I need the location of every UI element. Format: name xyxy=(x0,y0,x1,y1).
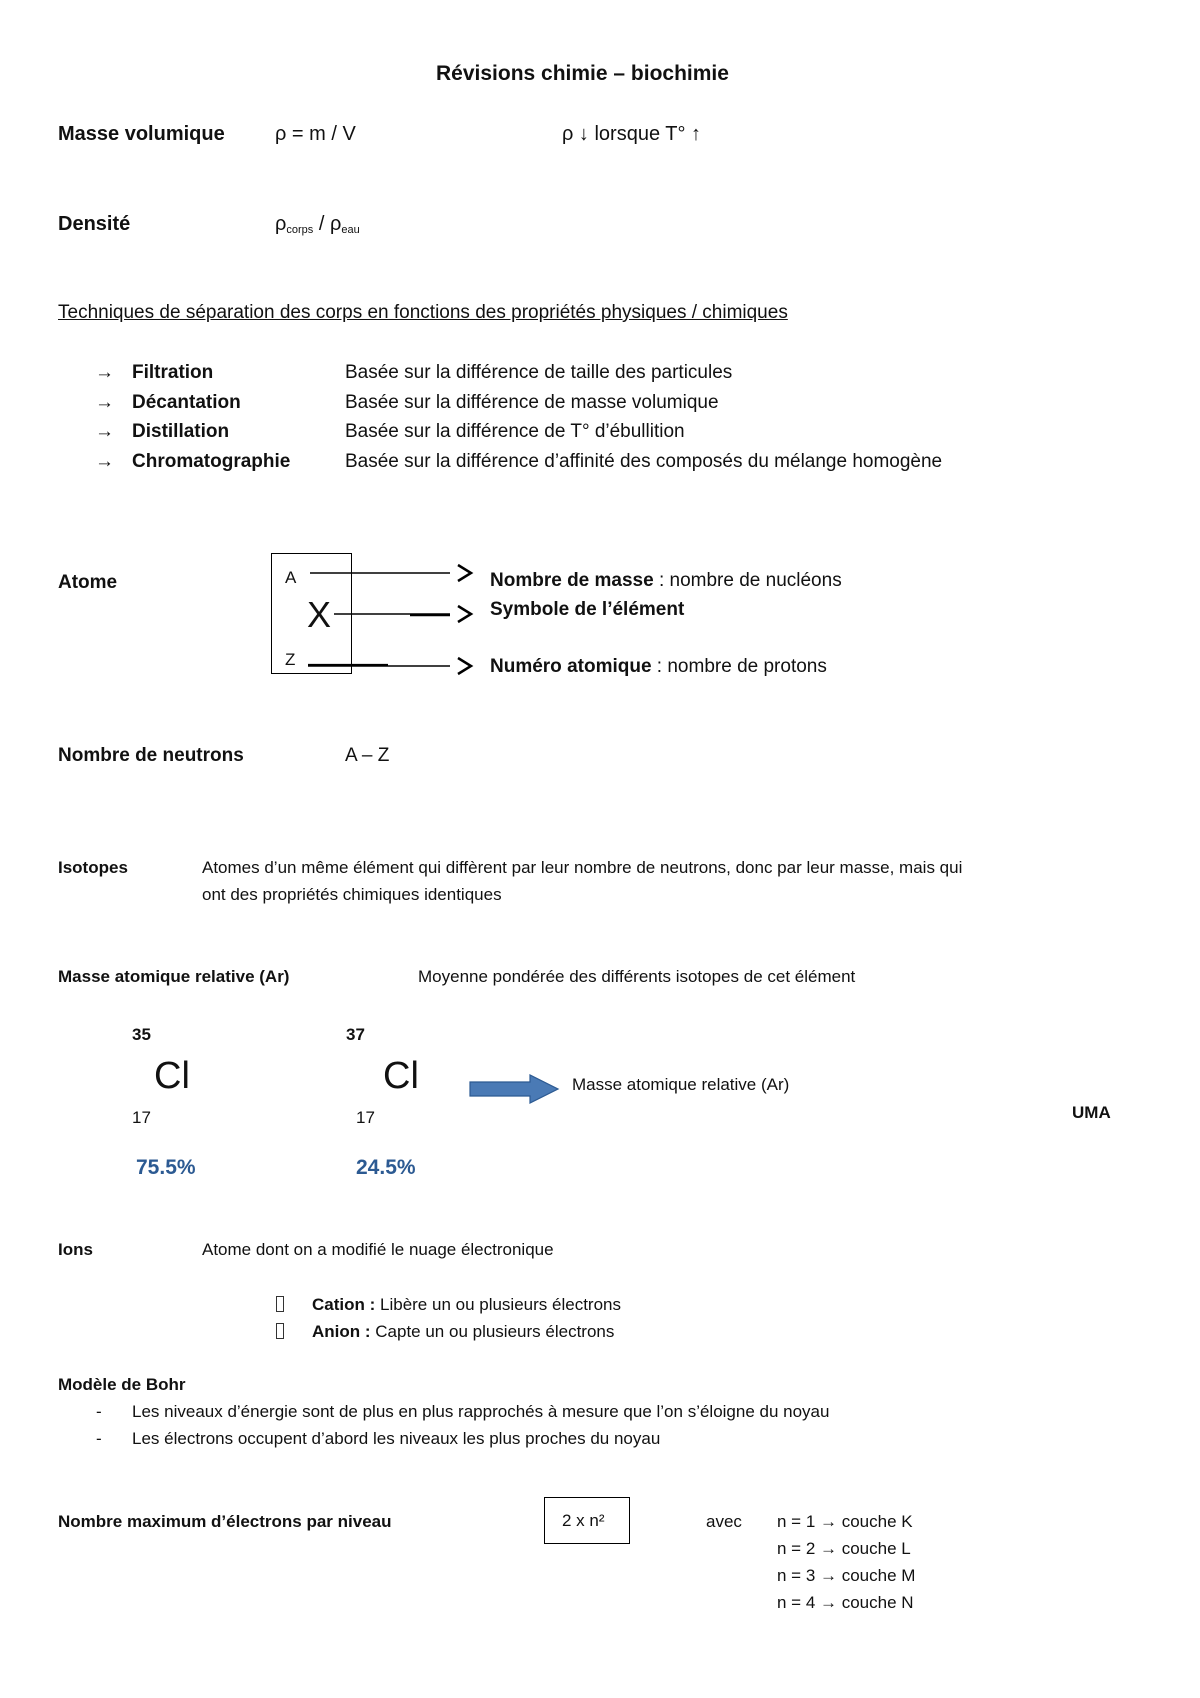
cation-def: Libère un ou plusieurs électrons xyxy=(375,1295,621,1314)
separation-heading: Techniques de séparation des corps en fonctions des propriétés physiques / chimiques xyxy=(58,302,788,323)
ions-label: Ions xyxy=(58,1240,93,1259)
cl35-mass: 35 xyxy=(132,1025,151,1044)
level-m: n = 3 → couche M xyxy=(777,1566,916,1585)
atomic-number-text: : nombre de protons xyxy=(651,656,827,677)
sub-eau: eau xyxy=(341,224,360,236)
technique-name: Filtration xyxy=(132,362,214,383)
avec-label: avec xyxy=(706,1512,742,1531)
rho-corps: ρ xyxy=(275,213,287,235)
mass-number-text: : nombre de nucléons xyxy=(653,570,842,591)
cl37-symbol: Cl xyxy=(383,1055,419,1097)
atom-box-a: A xyxy=(285,568,297,587)
atomic-number-def xyxy=(490,656,827,678)
mass-arrowhead xyxy=(458,565,471,581)
bohr-item-1: Les niveaux d’énergie sont de plus en plus rapprochés à mesure que l’on s’éloigne du noyau xyxy=(132,1402,830,1421)
technique-desc: Basée sur la différence de taille des particules xyxy=(345,362,733,383)
chlore-result: Masse atomique relative (Ar) xyxy=(572,1075,790,1094)
technique-desc: Basée sur la différence d’affinité des composés du mélange homogène xyxy=(345,451,943,472)
uma-unit: UMA xyxy=(1072,1103,1111,1122)
technique-name: Décantation xyxy=(132,392,241,413)
technique-desc: Basée sur la différence de T° d’ébullition xyxy=(345,421,685,442)
atom-box-x: X xyxy=(307,594,332,635)
dash-icon: - xyxy=(96,1429,102,1448)
bullet-icon xyxy=(276,1296,284,1312)
technique-name: Chromatographie xyxy=(132,451,291,472)
list-item xyxy=(95,451,114,473)
isotopes-label: Isotopes xyxy=(58,858,128,877)
isotopes-def-line1: Atomes d’un même élément qui diffèrent par leur nombre de neutrons, donc par leur masse, mais qui xyxy=(202,858,963,877)
densite-formula xyxy=(275,213,360,236)
masse-atomique-def: Moyenne pondérée des différents isotopes de cet élément xyxy=(418,967,856,986)
mass-number-def xyxy=(490,570,842,592)
bullet-icon xyxy=(276,1323,284,1339)
cl35-percent: 75.5% xyxy=(136,1156,196,1179)
anion-term: Anion : xyxy=(312,1322,371,1341)
atom-arrows xyxy=(300,560,480,680)
technique-name: Distillation xyxy=(132,421,230,442)
cl35-symbol: Cl xyxy=(154,1055,190,1097)
cl35-z: 17 xyxy=(132,1108,151,1127)
ions-def: Atome dont on a modifié le nuage électronique xyxy=(202,1240,554,1259)
arrow-right-icon: → xyxy=(95,421,114,442)
symbol-def: Symbole de l’élément xyxy=(490,599,685,620)
technique-desc: Basée sur la différence de masse volumique xyxy=(345,392,719,413)
level-l: n = 2 → couche L xyxy=(777,1539,911,1558)
arrow-right-icon: → xyxy=(95,392,114,413)
list-item xyxy=(95,421,114,443)
cation-term: Cation : xyxy=(312,1295,376,1314)
isotopes-def-line2: ont des propriétés chimiques identiques xyxy=(202,885,502,904)
sub-corps: corps xyxy=(286,224,314,236)
anion-item xyxy=(276,1322,614,1342)
anion-def: Capte un ou plusieurs électrons xyxy=(370,1322,615,1341)
block-arrow-icon xyxy=(466,1072,566,1108)
number-arrowhead xyxy=(458,658,471,674)
rho-eau: ρ xyxy=(329,213,342,235)
electrons-max-formula: 2 x n² xyxy=(562,1511,605,1530)
densite-label: Densité xyxy=(58,213,131,235)
mass-number-term: Nombre de masse xyxy=(490,570,654,591)
list-item xyxy=(95,362,114,384)
atom-box-z: Z xyxy=(285,650,296,669)
densite-slash: / xyxy=(313,213,330,235)
neutrons-formula: A – Z xyxy=(345,745,390,766)
masse-volumique-label: Masse volumique xyxy=(58,123,225,145)
cl37-percent: 24.5% xyxy=(356,1156,416,1179)
atome-label: Atome xyxy=(58,572,118,593)
level-k: n = 1 → couche K xyxy=(777,1512,913,1531)
atomic-number-term: Numéro atomique xyxy=(490,656,652,677)
bohr-item-2: Les électrons occupent d’abord les niveaux les plus proches du noyau xyxy=(132,1429,661,1448)
symbol-arrowhead xyxy=(458,606,471,622)
cl37-mass: 37 xyxy=(346,1025,365,1044)
arrow-right-icon: → xyxy=(95,451,114,472)
electrons-max-label: Nombre maximum d’électrons par niveau xyxy=(58,1512,392,1531)
masse-atomique-label: Masse atomique relative (Ar) xyxy=(58,967,290,986)
page-title: Révisions chimie – biochimie xyxy=(436,62,729,85)
bohr-label: Modèle de Bohr xyxy=(58,1375,186,1394)
level-n: n = 4 → couche N xyxy=(777,1593,914,1612)
list-item xyxy=(95,392,114,414)
cation-item xyxy=(276,1295,621,1315)
masse-volumique-rule: ρ ↓ lorsque T° ↑ xyxy=(562,123,702,145)
arrow-right-icon: → xyxy=(95,362,114,383)
neutrons-label: Nombre de neutrons xyxy=(58,745,244,766)
cl37-z: 17 xyxy=(356,1108,375,1127)
dash-icon: - xyxy=(96,1402,102,1421)
masse-volumique-formula: ρ = m / V xyxy=(275,123,356,145)
